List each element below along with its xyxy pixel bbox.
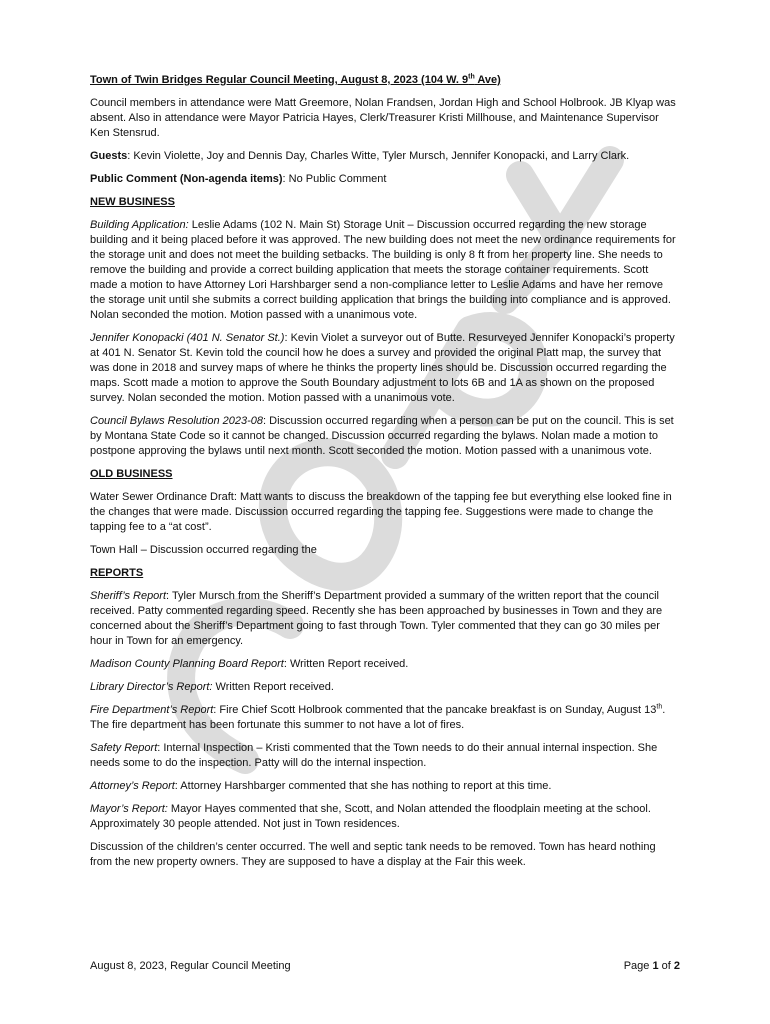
closing-paragraph: Discussion of the children’s center occurred. The well and septic tank needs to be removed. Town has heard nothing from the new property owners. They are supposed to have a display at the Fair this week. [90,841,656,868]
page-footer [90,960,680,972]
old-business-item: Water Sewer Ordinance Draft: Matt wants to discuss the breakdown of the tapping fee but everything else looked fine in the changes that were made. Discussion occurred regarding the tapping fee. Suggestions were made to change the tapping fee to a “at cost”. [90,491,672,533]
new-business-item: Council Bylaws Resolution 2023-08: Discussion occurred regarding when a person can be put on the council. This is set by Montana State Code so it cannot be changed. Discussion occurred regarding the bylaws. Nolan made a motion to postpone approving the bylaws until next month. Scott seconded the motion. Motion passed with a unanimous vote. [90,415,674,457]
new-business-item: Building Application: Leslie Adams (102 N. Main St) Storage Unit – Discussion occurred regarding the new storage building and it being placed before it was approved. The new building does not meet the new ordinance requirements for the storage unit and does not meet the building setbacks. The building is only 8 ft from her property line. She needs to remove the building and provide a correct building application that meets the storage container requirements. Scott made a motion to have Attorney Lori Harshbarger send a non-compliance letter to Leslie Adams and have her remove the storage unit until she submits a correct building application that brings the building into compliance and is approved. Nolan seconded the motion. Motion passed with a unanimous vote. [90,219,676,321]
guests-label: Guests [90,150,128,162]
reports-heading: REPORTS [90,567,144,579]
report-item: Safety Report: Internal Inspection – Kristi commented that the Town needs to do their annual internal inspection. She needs some to do the inspection. Patty will do the internal inspection. [90,742,658,769]
attendance-paragraph: Council members in attendance were Matt Greemore, Nolan Frandsen, Jordan High and School Holbrook. JB Klyap was absent. Also in attendance were Mayor Patricia Hayes, Clerk/Treasurer Kristi Millhouse, and Maintenance Supervisor Ken Stensrud. [90,97,676,139]
report-item: Madison County Planning Board Report: Written Report received. [90,658,409,670]
old-business-item: Town Hall – Discussion occurred regarding the [90,544,317,556]
footer-meeting-label: August 8, 2023, Regular Council Meeting [90,960,291,972]
report-item: Attorney’s Report: Attorney Harshbarger commented that she has nothing to report at this time. [90,780,552,792]
report-item: Sheriff’s Report: Tyler Mursch from the Sheriff’s Department provided a summary of the written report that the council received. Patty commented regarding speed. Recently she has been approached by businesses in Town and they are concerned about the Sheriff’s Department going to fast through Town. Tyler commented that they can go 30 miles per hour in Town for an emergency. [90,590,663,647]
page-number: Page 1 of 2 [623,960,680,972]
public-comment-label: Public Comment (Non-agenda items) [90,173,283,185]
public-comment-paragraph: Public Comment (Non-agenda items): No Public Comment [90,173,387,185]
old-business-heading: OLD BUSINESS [90,468,173,480]
new-business-item: Jennifer Konopacki (401 N. Senator St.): Kevin Violet a surveyor out of Butte. Resurveyed Jennifer Konopacki’s property at 401 N. Senator St. Kevin told the council how he does a survey and provided the original Platt map, the survey that was done in 2018 and survey maps of where he thinks the property lines should be. Discussion occurred regarding the maps. Scott made a motion to approve the South Boundary adjustment to lots 6B and 1A as shown on the proposed survey. Nolan seconded the motion. Motion passed with a unanimous vote. [90,332,675,404]
new-business-heading: NEW BUSINESS [90,196,175,208]
report-item: Library Director’s Report: Written Report received. [90,681,334,693]
document-title: Town of Twin Bridges Regular Council Meeting, August 8, 2023 (104 W. 9th Ave) [90,73,501,86]
guests-paragraph: Guests: Kevin Violette, Joy and Dennis Day, Charles Witte, Tyler Mursch, Jennifer Konopacki, and Larry Clark. [90,150,630,162]
meeting-minutes [90,73,678,878]
report-item: Mayor’s Report: Mayor Hayes commented that she, Scott, and Nolan attended the floodplain meeting at the school. Approximately 30 people attended. Not just in Town residences. [90,803,651,830]
report-item: Fire Department’s Report: Fire Chief Scott Holbrook commented that the pancake breakfast is on Sunday, August 13th. The fire department has been fortunate this summer to not have a lot of fires. [90,703,666,731]
